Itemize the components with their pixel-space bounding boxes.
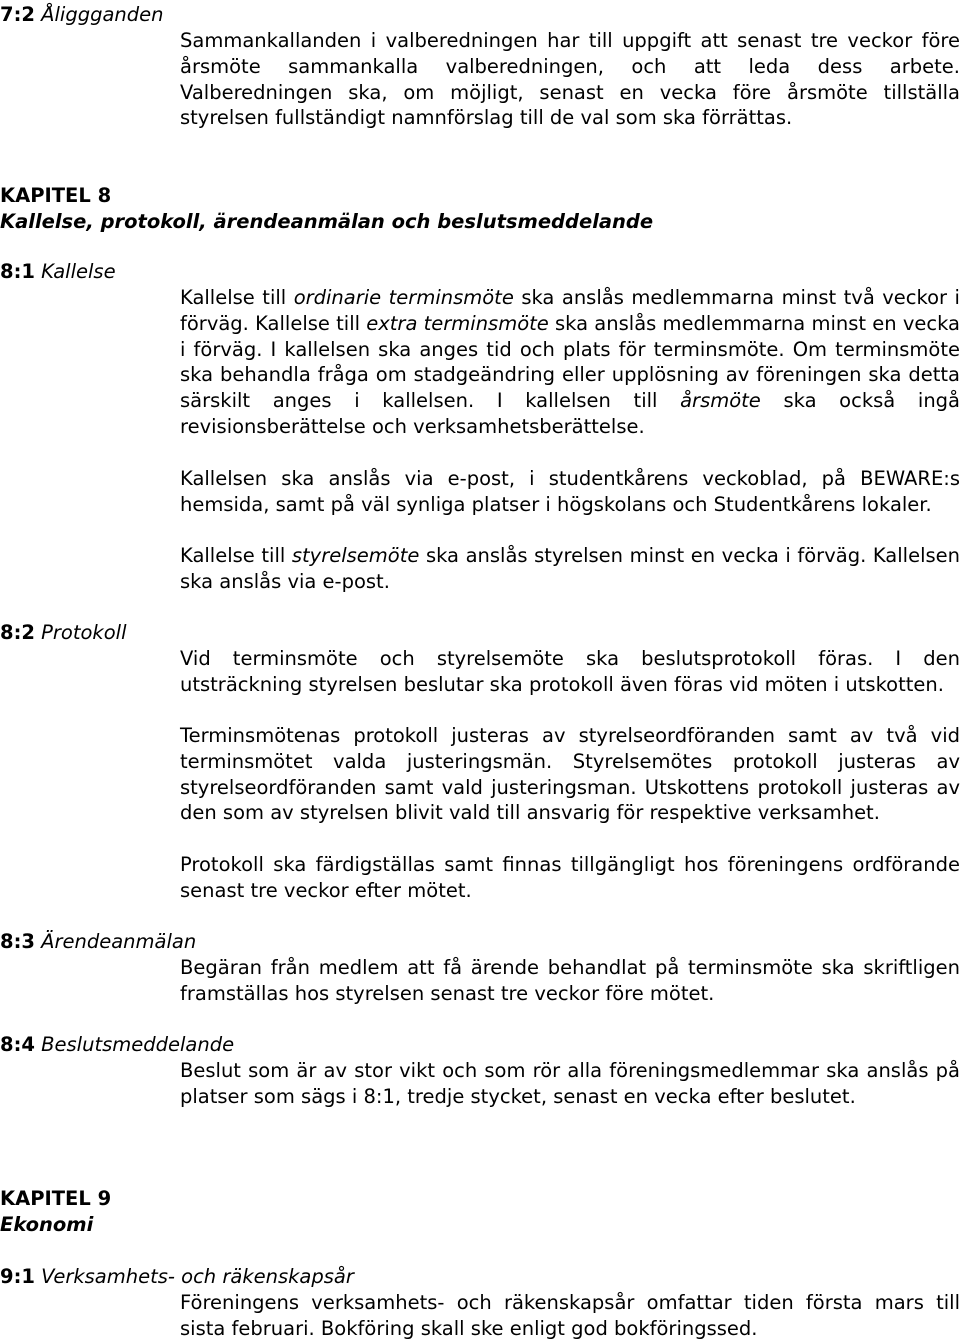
section-heading-8-4: [0, 1032, 234, 1058]
section-title: Protokoll: [41, 621, 127, 644]
section-heading-8-3: [0, 929, 196, 955]
chapter-subtitle: Ekonomi: [0, 1212, 94, 1236]
section-number: 8:4: [0, 1033, 35, 1056]
text-run: ska anslås medlemmarna minst en vecka i förväg. I kallelsen ska anges tid och plats för terminsmöte. Om terminsmöte ska behandla fråga om stadgeändring eller upplösning av föreningen ska detta särskilt anges i kallelsen. I kallelsen till: [180, 311, 960, 413]
section-number: 8:3: [0, 930, 35, 953]
section-heading-8-2: [0, 620, 126, 646]
chapter-heading-8: [0, 183, 653, 235]
section-title: Beslutsmeddelande: [41, 1033, 235, 1056]
section-number: 9:1: [0, 1265, 35, 1288]
section-number: 8:1: [0, 260, 35, 283]
chapter-label: KAPITEL 9: [0, 1187, 112, 1210]
chapter-heading-9: [0, 1186, 111, 1238]
section-title: Verksamhets- och räkenskapsår: [41, 1265, 354, 1288]
paragraph-8-1-b: Kallelsen ska anslås via e-post, i studentkårens veckoblad, på BEWARE:s hemsida, samt på väl synliga platser i högskolans och Studentkårens lokaler.: [180, 467, 960, 516]
emphasis-text: extra terminsmöte: [366, 311, 549, 335]
section-number: 8:2: [0, 621, 35, 644]
paragraph-8-4: Beslut som är av stor vikt och som rör alla föreningsmedlemmar ska anslås på platser som sägs i 8:1, tredje stycket, senast en vecka efter beslutet.: [180, 1059, 960, 1108]
paragraph-9-1: Föreningens verksamhets- och räkenskapsår omfattar tiden första mars till sista februari. Bokföring skall ske enligt god bokföringssed.: [180, 1291, 960, 1340]
paragraph-8-2-b: Terminsmötenas protokoll justeras av styrelseordföranden samt av två vid terminsmötet valda justeringsmän. Styrelsemötes protokoll justeras av styrelseordföranden samt vald justeringsman. Utskottens protokoll justeras av den som av styrelsen blivit vald till ansvarig för respektive verksamhet.: [180, 724, 960, 825]
section-heading-7-2: [0, 2, 164, 28]
section-heading-9-1: [0, 1264, 354, 1290]
text-run: Kallelse till: [180, 544, 292, 567]
section-title: Åliggganden: [41, 3, 164, 26]
paragraph-8-2-c: Protokoll ska färdigställas samt finnas tillgängligt hos föreningens ordförande senast tre veckor efter mötet.: [180, 853, 960, 902]
paragraph-8-1-a: [180, 285, 960, 440]
paragraph-8-1-c: [180, 543, 960, 595]
text-run: Kallelse till: [180, 286, 294, 309]
paragraph-7-2: Sammankallanden i valberedningen har till uppgift att senast tre veckor före årsmöte sammankalla valberedningen, och att leda dess arbete. Valberedningen ska, om möjligt, senast en vecka före årsmöte tillställa styrelsen fullständigt namnförslag till de val som ska förrättas.: [180, 29, 960, 130]
emphasis-text: årsmöte: [680, 389, 761, 413]
section-title: Ärendeanmälan: [41, 930, 197, 953]
text-run: ska anslås styrelsen minst en vecka i förväg. Kallelsen ska anslås via e-post.: [180, 544, 960, 593]
chapter-subtitle: Kallelse, protokoll, ärendeanmälan och beslutsmeddelande: [0, 209, 654, 233]
section-title: Kallelse: [41, 260, 116, 283]
section-number: 7:2: [0, 3, 35, 26]
emphasis-text: styrelsemöte: [291, 544, 420, 567]
chapter-label: KAPITEL 8: [0, 184, 112, 207]
emphasis-text: ordinarie terminsmöte: [293, 286, 514, 309]
paragraph-8-3: Begäran från medlem att få ärende behandlat på terminsmöte ska skriftligen framställas hos styrelsen senast tre veckor före mötet.: [180, 956, 960, 1005]
text-run: ska anslås medlemmarna minst två veckor i förväg. Kallelse till: [180, 286, 960, 335]
paragraph-8-2-a: Vid terminsmöte och styrelsemöte ska beslutsprotokoll föras. I den utsträckning styrelsen beslutar ska protokoll även föras vid möten i utskotten.: [180, 647, 960, 696]
section-heading-8-1: [0, 259, 116, 285]
text-run: ska också ingå revisionsberättelse och verksamhetsberättelse.: [180, 389, 960, 438]
